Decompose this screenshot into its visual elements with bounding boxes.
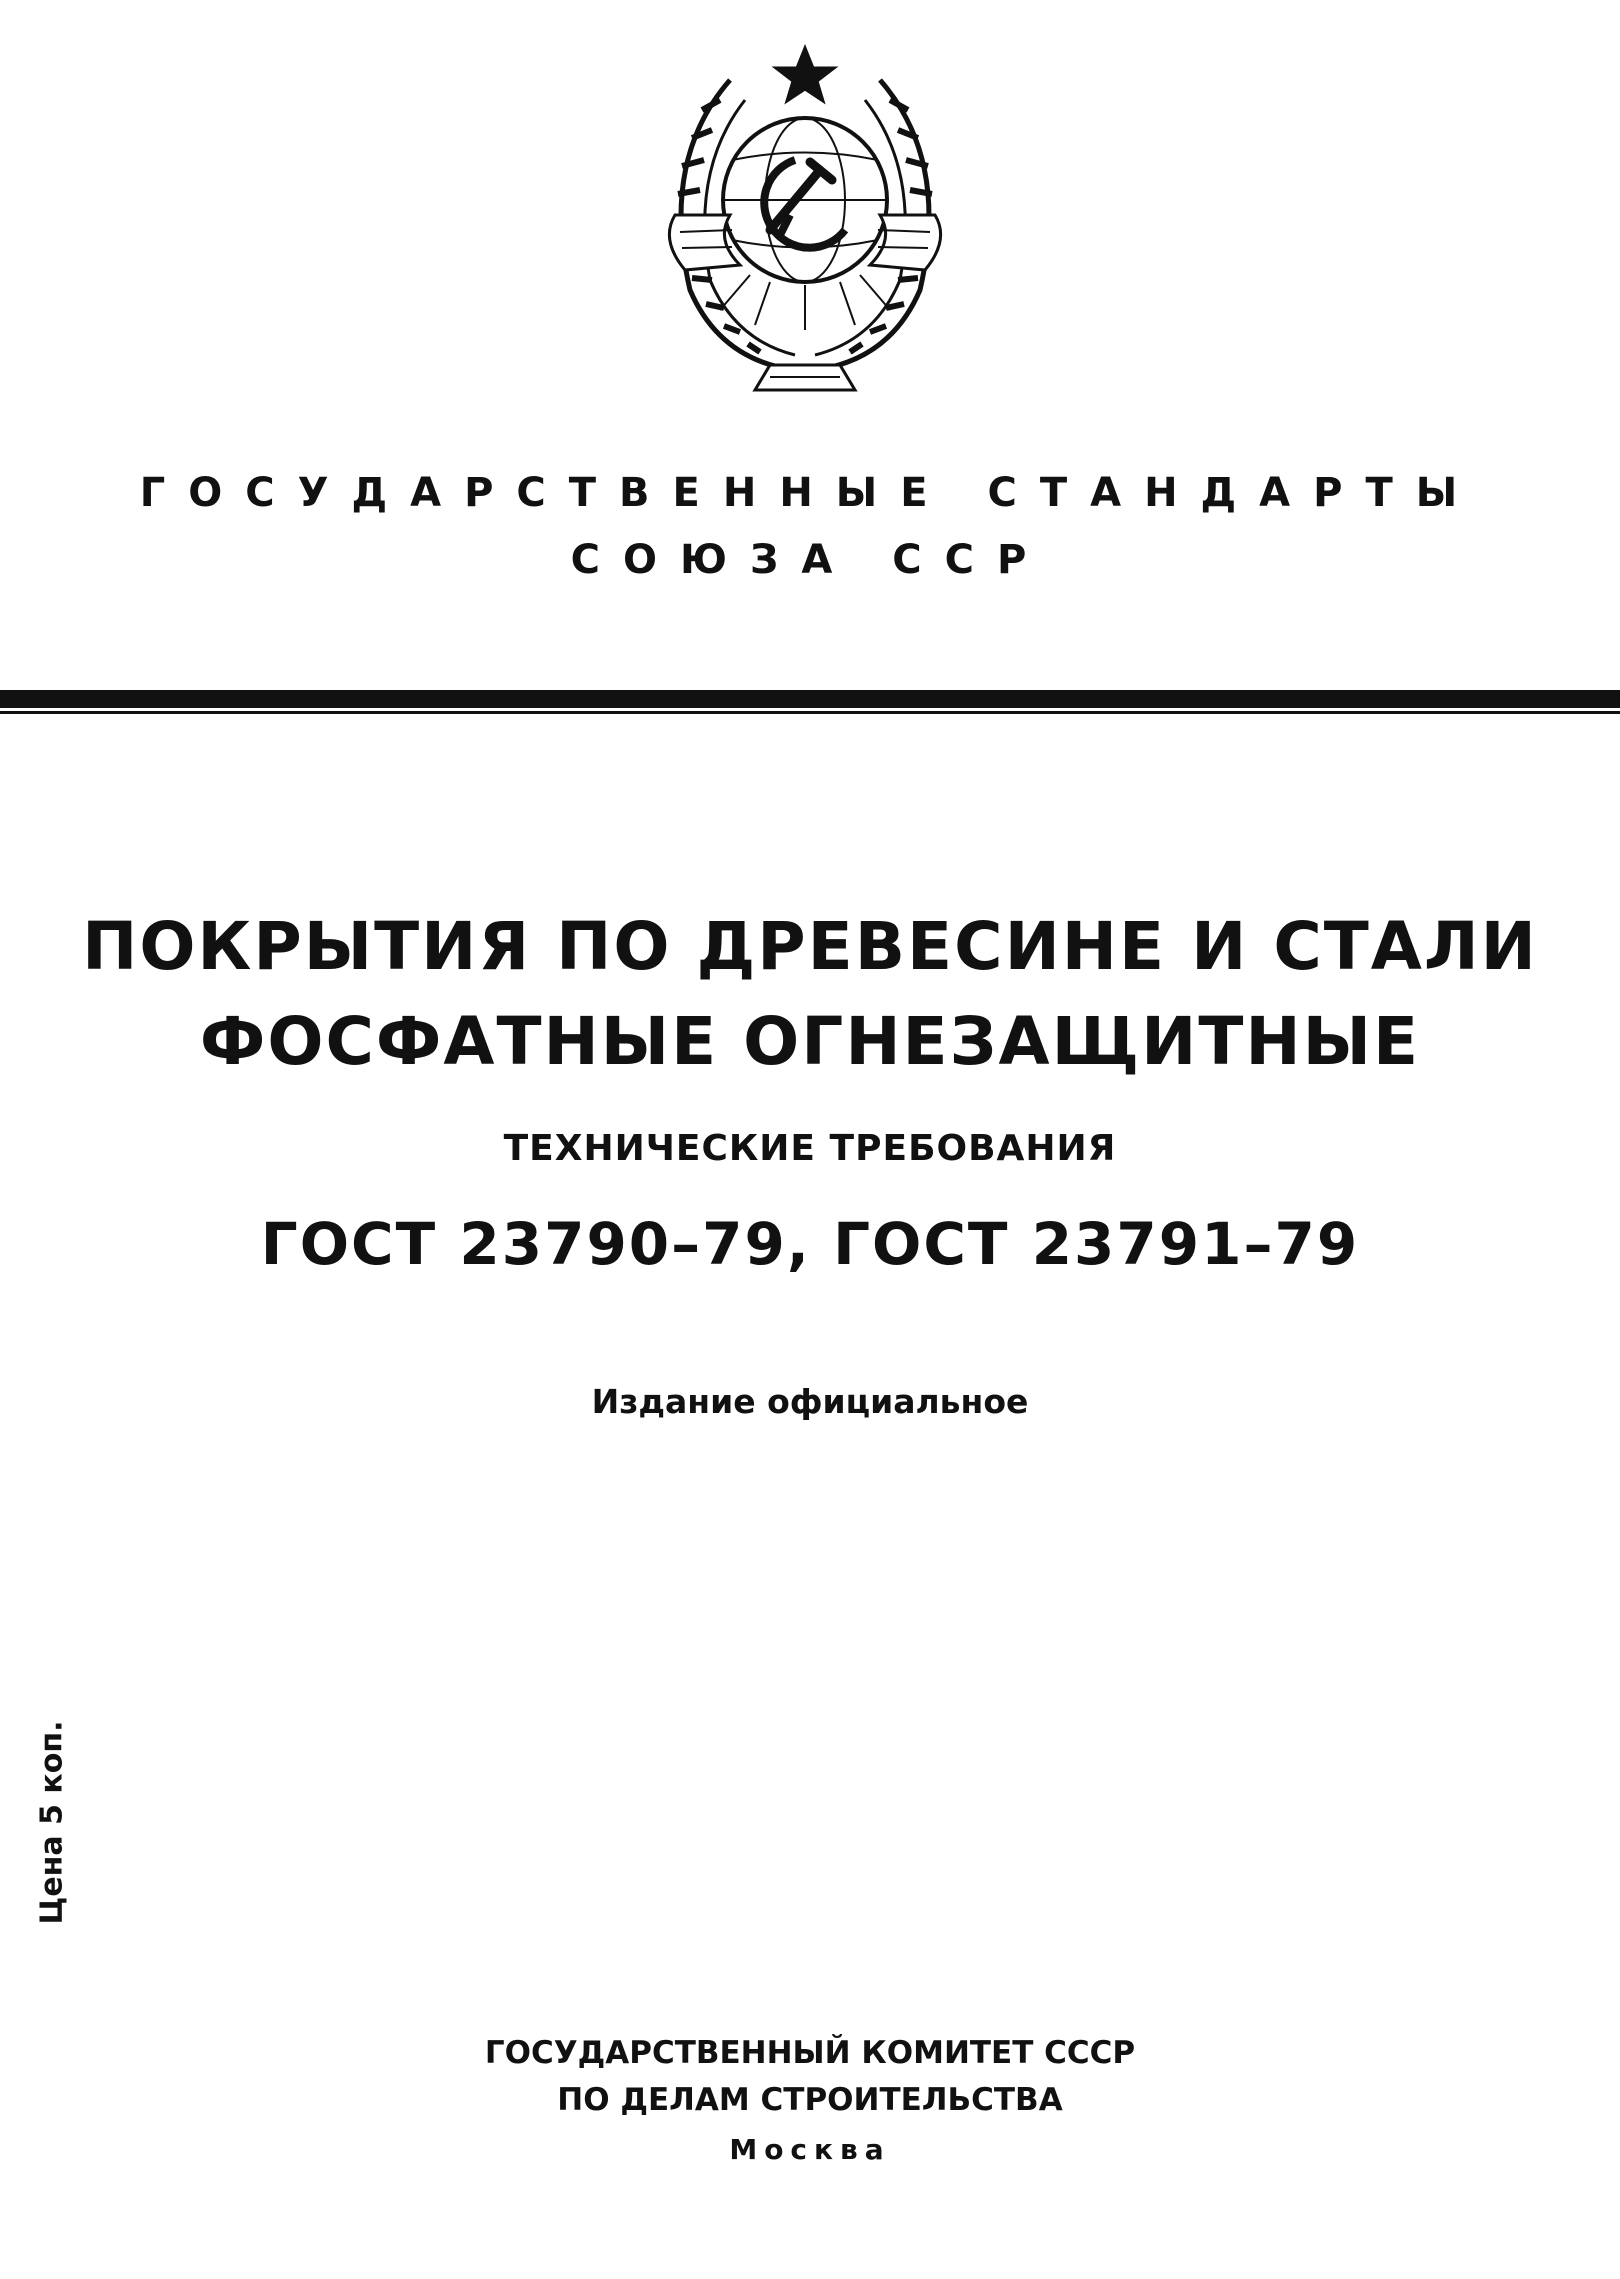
publisher-city: Москва — [729, 2133, 891, 2166]
gost-numbers: ГОСТ 23790–79, ГОСТ 23791–79 — [260, 1210, 1360, 1278]
series-subheading: СОЮЗА ССР — [570, 537, 1050, 583]
horizontal-rule — [0, 690, 1620, 708]
price-label: Цена 5 коп. — [34, 1720, 70, 1925]
document-title-line-1: ПОКРЫТИЯ ПО ДРЕВЕСИНЕ И СТАЛИ — [82, 908, 1538, 985]
document-title-line-2: ФОСФАТНЫЕ ОГНЕЗАЩИТНЫЕ — [199, 1003, 1421, 1080]
publisher-name-line-1: ГОСУДАРСТВЕННЫЙ КОМИТЕТ СССР — [484, 2035, 1136, 2071]
state-emblem-logo — [620, 40, 990, 410]
horizontal-rule-thin — [0, 711, 1620, 714]
document-subtitle: ТЕХНИЧЕСКИЕ ТРЕБОВАНИЯ — [503, 1128, 1117, 1169]
star-icon — [776, 48, 834, 101]
publisher-name-line-2: ПО ДЕЛАМ СТРОИТЕЛЬСТВА — [557, 2082, 1063, 2118]
series-heading: ГОСУДАРСТВЕННЫЕ СТАНДАРТЫ — [139, 470, 1481, 516]
edition-label: Издание официальное — [591, 1382, 1029, 1421]
